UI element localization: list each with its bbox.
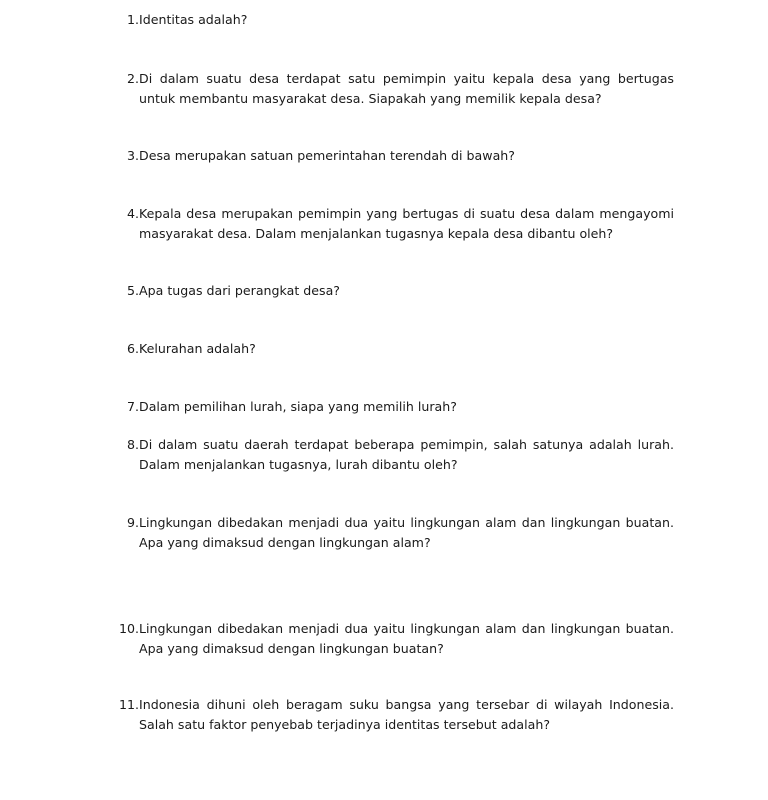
question-item: [112, 146, 674, 166]
question-text: Desa merupakan satuan pemerintahan terendah di bawah?: [139, 148, 515, 163]
question-number: 7.: [126, 399, 139, 414]
question-item: [112, 619, 674, 658]
question-item: [112, 695, 674, 734]
question-text: Di dalam suatu daerah terdapat beberapa pemimpin, salah satunya adalah lurah. Dalam menjalankan tugasnya, lurah dibantu oleh?: [139, 437, 674, 472]
question-item: [112, 513, 674, 552]
question-text: Apa tugas dari perangkat desa?: [139, 283, 340, 298]
question-text: Identitas adalah?: [139, 12, 248, 27]
question-number: 11.: [118, 697, 139, 712]
question-text: Dalam pemilihan lurah, siapa yang memilih lurah?: [139, 399, 457, 414]
question-number: 9.: [126, 515, 139, 530]
question-number: 6.: [126, 341, 139, 356]
question-item: [112, 281, 674, 301]
question-number: 2.: [126, 71, 139, 86]
question-text: Lingkungan dibedakan menjadi dua yaitu lingkungan alam dan lingkungan buatan. Apa yang dimaksud dengan lingkungan alam?: [139, 515, 674, 550]
question-text: Di dalam suatu desa terdapat satu pemimpin yaitu kepala desa yang bertugas untuk membantu masyarakat desa. Siapakah yang memilik kepala desa?: [139, 71, 674, 106]
question-number: 5.: [126, 283, 139, 298]
question-number: 4.: [126, 206, 139, 221]
question-text: Indonesia dihuni oleh beragam suku bangsa yang tersebar di wilayah Indonesia. Salah satu faktor penyebab terjadinya identitas tersebut adalah?: [139, 697, 674, 732]
question-item: [112, 339, 674, 359]
question-item: [112, 204, 674, 243]
question-item: [112, 397, 674, 417]
question-number: 3.: [126, 148, 139, 163]
question-item: [112, 69, 674, 108]
question-item: [112, 10, 674, 30]
question-number: 8.: [126, 437, 139, 452]
question-text: Kelurahan adalah?: [139, 341, 256, 356]
question-number: 1.: [126, 12, 139, 27]
question-text: Kepala desa merupakan pemimpin yang bertugas di suatu desa dalam mengayomi masyarakat desa. Dalam menjalankan tugasnya kepala desa dibantu oleh?: [139, 206, 674, 241]
question-text: Lingkungan dibedakan menjadi dua yaitu lingkungan alam dan lingkungan buatan. Apa yang dimaksud dengan lingkungan buatan?: [139, 621, 674, 656]
question-item: [112, 435, 674, 474]
question-number: 10.: [118, 621, 139, 636]
